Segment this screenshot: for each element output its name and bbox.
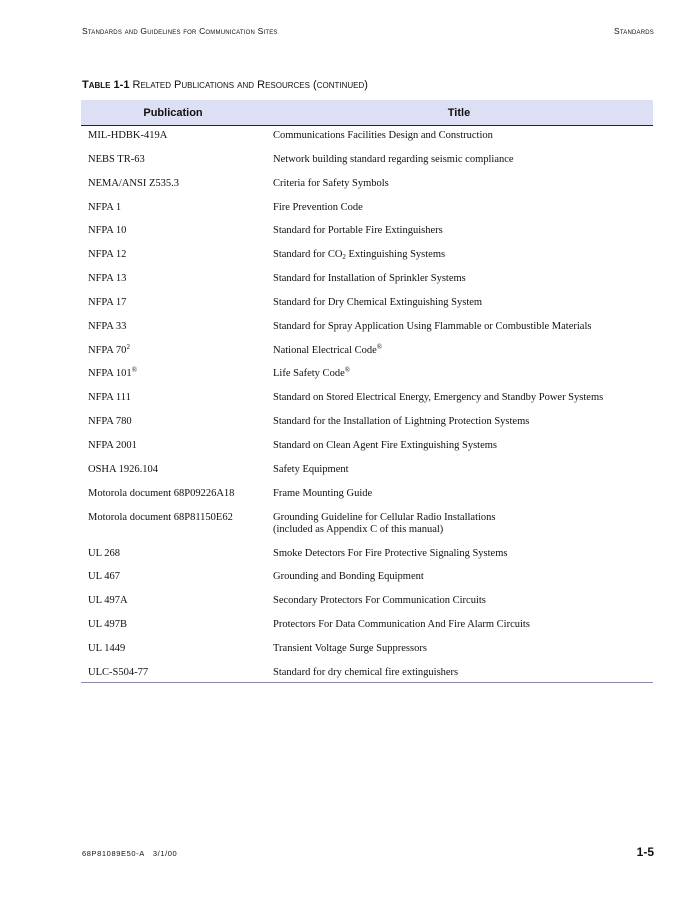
title-text: Protectors For Data Communication And Fire Alarm Circuits	[273, 619, 530, 631]
publication-cell	[81, 571, 265, 595]
table-row	[81, 345, 653, 369]
table-row	[81, 571, 653, 595]
title-text: Communications Facilities Design and Construction	[273, 130, 493, 141]
header-section-name: Standards	[613, 26, 654, 36]
publication-cell	[81, 126, 265, 154]
title-cell	[265, 416, 653, 440]
publication-cell	[81, 178, 265, 202]
table-row	[81, 643, 653, 667]
publication-cell	[81, 464, 265, 488]
title-text: Fire Prevention Code	[273, 201, 363, 213]
publication-text: NFPA 12	[88, 249, 127, 261]
registered-mark: ®	[344, 366, 351, 375]
title-cell	[265, 667, 653, 683]
table-number: Table 1-1	[82, 79, 130, 91]
table-row	[81, 667, 653, 683]
table-row	[81, 548, 653, 572]
column-header-title: Title	[265, 100, 653, 126]
publication-cell	[81, 321, 265, 345]
publication-cell	[81, 249, 265, 273]
footer-document-number	[82, 849, 177, 858]
title-cell	[265, 595, 653, 619]
title-text: Standard for CO	[273, 249, 343, 261]
title-text: Network building standard regarding seismic compliance	[273, 153, 514, 165]
publication-cell	[81, 667, 265, 683]
title-cell	[265, 321, 653, 345]
publication-cell	[81, 273, 265, 297]
table-row	[81, 619, 653, 643]
publication-cell	[81, 342, 265, 369]
table-row	[81, 225, 653, 249]
table-row	[81, 154, 653, 178]
title-text: Standard on Stored Electrical Energy, Emergency and Standby Power Systems	[273, 392, 604, 404]
title-cell	[265, 178, 653, 202]
publication-text: NEBS TR-63	[88, 153, 145, 165]
title-text: National Electrical Code	[273, 344, 377, 356]
table-body	[81, 126, 653, 683]
publication-cell	[81, 595, 265, 619]
publication-text: NFPA 13	[88, 273, 127, 285]
publication-text: ULC-S504-77	[88, 666, 149, 678]
publication-cell	[81, 368, 265, 392]
publications-table	[81, 100, 653, 683]
publication-cell	[81, 297, 265, 321]
publication-text: NFPA 33	[88, 320, 127, 332]
title-text: Standard for Installation of Sprinkler Systems	[273, 273, 466, 285]
title-cell	[265, 249, 653, 273]
publication-text: NFPA 780	[88, 416, 132, 428]
publication-text: UL 467	[88, 571, 120, 583]
title-text-continued: Extinguishing Systems	[345, 249, 446, 261]
table-row	[81, 321, 653, 345]
table-row	[81, 512, 653, 548]
title-text: Standard on Clean Agent Fire Extinguishing Systems	[273, 439, 497, 451]
publication-cell	[81, 619, 265, 643]
publication-cell	[81, 416, 265, 440]
title-cell	[265, 464, 653, 488]
publication-text: UL 268	[88, 547, 120, 559]
publication-cell	[81, 154, 265, 178]
table-row	[81, 126, 653, 154]
table-row	[81, 464, 653, 488]
title-cell	[265, 225, 653, 249]
publication-text: Motorola document 68P81150E62	[88, 511, 233, 523]
publication-text: NFPA 10	[88, 225, 127, 237]
publication-text: NEMA/ANSI Z535.3	[88, 177, 179, 189]
title-text: Smoke Detectors For Fire Protective Signaling Systems	[273, 547, 508, 559]
publication-text: NFPA 17	[88, 296, 127, 308]
title-cell	[265, 571, 653, 595]
publication-text: NFPA 70	[88, 344, 127, 356]
publication-cell	[81, 202, 265, 226]
title-cell	[265, 202, 653, 226]
title-text: Transient Voltage Surge Suppressors	[273, 642, 427, 654]
table-row	[81, 416, 653, 440]
title-cell	[265, 368, 653, 392]
publication-text: MIL-HDBK-419A	[88, 130, 168, 141]
column-header-publication: Publication	[81, 100, 265, 126]
publication-cell	[81, 643, 265, 667]
table-caption-text: Related Publications and Resources (continued)	[132, 79, 368, 91]
title-cell	[265, 297, 653, 321]
table-caption	[82, 79, 368, 91]
title-cell	[265, 619, 653, 643]
title-subscript: 2	[342, 253, 346, 262]
table-row	[81, 202, 653, 226]
publication-text: NFPA 111	[88, 392, 131, 404]
publication-text: UL 497A	[88, 595, 128, 607]
running-header	[82, 26, 654, 36]
publication-text: UL 1449	[88, 642, 126, 654]
title-text: Secondary Protectors For Communication Circuits	[273, 595, 486, 607]
title-text: Criteria for Safety Symbols	[273, 177, 389, 189]
publication-text: NFPA 1	[88, 201, 122, 213]
registered-mark: ®	[376, 342, 383, 351]
title-cell	[265, 488, 653, 512]
title-cell	[265, 440, 653, 464]
table-row	[81, 392, 653, 416]
publication-text: Motorola document 68P09226A18	[88, 487, 235, 499]
table-row	[81, 178, 653, 202]
publication-text: OSHA 1926.104	[88, 463, 159, 475]
title-text: Life Safety Code	[273, 368, 345, 380]
table-row	[81, 273, 653, 297]
title-text: Safety Equipment	[273, 463, 349, 475]
title-cell	[265, 273, 653, 297]
table-row	[81, 488, 653, 512]
publication-cell	[81, 392, 265, 416]
publication-cell	[81, 548, 265, 572]
title-text: Grounding and Bonding Equipment	[273, 571, 424, 583]
table-row	[81, 249, 653, 273]
title-text: Standard for Dry Chemical Extinguishing System	[273, 296, 483, 308]
title-text: Frame Mounting Guide	[273, 487, 373, 499]
document-number: 68P81089E50-A	[82, 849, 145, 858]
footnote-marker: 2	[126, 342, 130, 351]
document-date: 3/1/00	[152, 849, 178, 858]
publication-cell	[81, 488, 265, 512]
title-cell	[265, 126, 653, 154]
registered-mark: ®	[131, 366, 138, 375]
title-text: Standard for Portable Fire Extinguishers	[273, 225, 443, 237]
table-row	[81, 440, 653, 464]
title-cell	[265, 342, 653, 369]
title-cell	[265, 643, 653, 667]
header-document-title: Standards and Guidelines for Communication Sites	[82, 26, 278, 36]
title-cell	[265, 154, 653, 178]
title-text: Standard for dry chemical fire extinguishers	[273, 666, 459, 678]
title-cell	[265, 512, 653, 548]
table-header-row	[81, 100, 653, 126]
table-row	[81, 595, 653, 619]
title-text: Grounding Guideline for Cellular Radio Installations	[273, 511, 496, 523]
table-row	[81, 297, 653, 321]
title-text-line2: (included as Appendix C of this manual)	[273, 523, 444, 535]
publication-cell	[81, 225, 265, 249]
publication-text: NFPA 2001	[88, 439, 137, 451]
title-cell	[265, 548, 653, 572]
publication-text: UL 497B	[88, 619, 127, 631]
publication-cell	[81, 440, 265, 464]
page-number: 1-5	[636, 845, 654, 859]
publication-cell	[81, 512, 265, 548]
table-row	[81, 368, 653, 392]
title-text: Standard for Spray Application Using Flammable or Combustible Materials	[273, 320, 592, 332]
title-cell	[265, 392, 653, 416]
title-text: Standard for the Installation of Lightning Protection Systems	[273, 416, 530, 428]
publication-text: NFPA 101	[88, 368, 132, 380]
